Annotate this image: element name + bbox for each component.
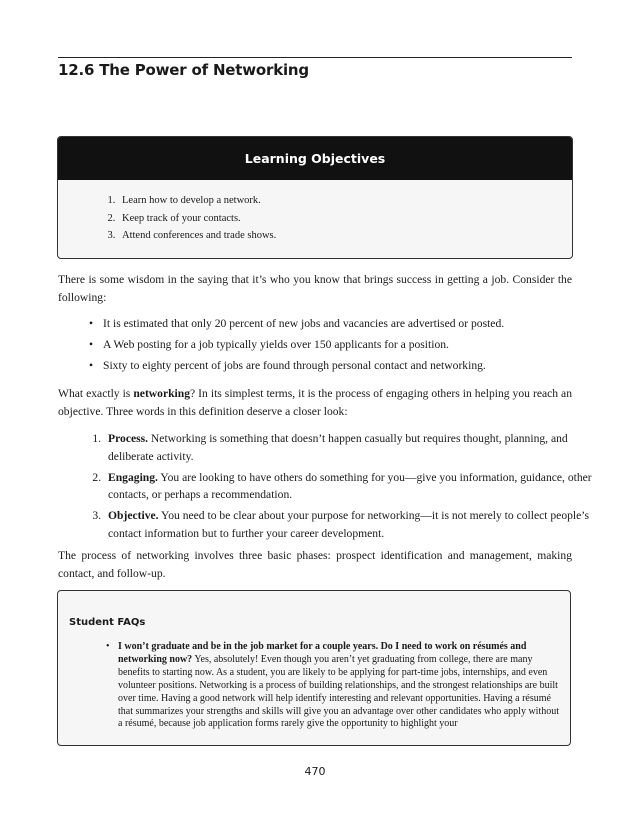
page-number: 470 [304, 765, 326, 778]
networking-term: networking [133, 387, 191, 400]
faq-item [118, 641, 564, 731]
section-title: 12.6 The Power of Networking [58, 61, 309, 79]
fact-item: • It is estimated that only 20 percent of new jobs and vacancies are advertised or posted. [103, 315, 603, 332]
objective-item: 1. Learn how to develop a network. [118, 192, 572, 210]
faq-answer: Yes, absolutely! Even though you aren’t yet graduating from college, there are many benefits to starting now. As a student, you are likely to be applying for part-time jobs, internships, and even volunteer positions. Networking is a process of building relationships, and the strongest relationships are built over time. Having a good network will help identify interesting and relevant opportunities. Having a résumé that summarizes your strengths and skills will give you an advantage over other candidates who apply without a résumé, because job application forms rarely give the opportunity to highlight your [118, 653, 560, 730]
key-word-text: You need to be clear about your purpose for networking—it is not merely to collect people’s contact information but to further your career development. [108, 509, 590, 540]
key-word-term: Process. [108, 432, 149, 445]
objective-item: 3. Attend conferences and trade shows. [118, 227, 572, 245]
key-word-item [104, 507, 604, 542]
key-word-term: Engaging. [108, 470, 158, 484]
definition-text-after: ? In its simplest terms, it is the process of engaging others in helping you reach an objective. Three words in this definition deserve a closer look: [58, 387, 572, 418]
key-word-text: Networking is something that doesn’t happen casually but requires thought, planning, and deliberate activity. [108, 432, 568, 463]
fact-item: • Sixty to eighty percent of jobs are found through personal contact and networking. [103, 357, 603, 374]
fact-item: • A Web posting for a job typically yields over 150 applicants for a position. [103, 336, 603, 353]
student-faqs-box [57, 590, 571, 746]
definition-text-before: What exactly is [58, 387, 134, 400]
learning-objectives-box [57, 136, 573, 259]
key-word-item [104, 469, 604, 504]
phases-paragraph: The process of networking involves three basic phases: prospect identification and management, making contact, and follow-up. [58, 549, 572, 580]
key-word-item [104, 430, 604, 465]
learning-objectives-list [58, 192, 572, 245]
definition-paragraph [58, 385, 572, 420]
key-word-term: Objective. [108, 509, 159, 522]
objective-item: 2. Keep track of your contacts. [118, 210, 572, 228]
top-rule [58, 57, 572, 58]
learning-objectives-heading: Learning Objectives [58, 137, 572, 180]
faq-list [106, 641, 564, 731]
faq-question: I won’t graduate and be in the job market for a couple years. Do I need to work on résumés and networking now? [118, 641, 527, 665]
student-faqs-heading: Student FAQs [69, 617, 146, 628]
key-words-list [58, 430, 604, 546]
key-word-text: You are looking to have others do something for you—give you information, guidance, other contacts, or perhaps a recommendation. [108, 470, 592, 501]
facts-list [58, 315, 603, 379]
intro-paragraph: There is some wisdom in the saying that it’s who you know that brings success in getting a job. Consider the following: [58, 273, 572, 304]
